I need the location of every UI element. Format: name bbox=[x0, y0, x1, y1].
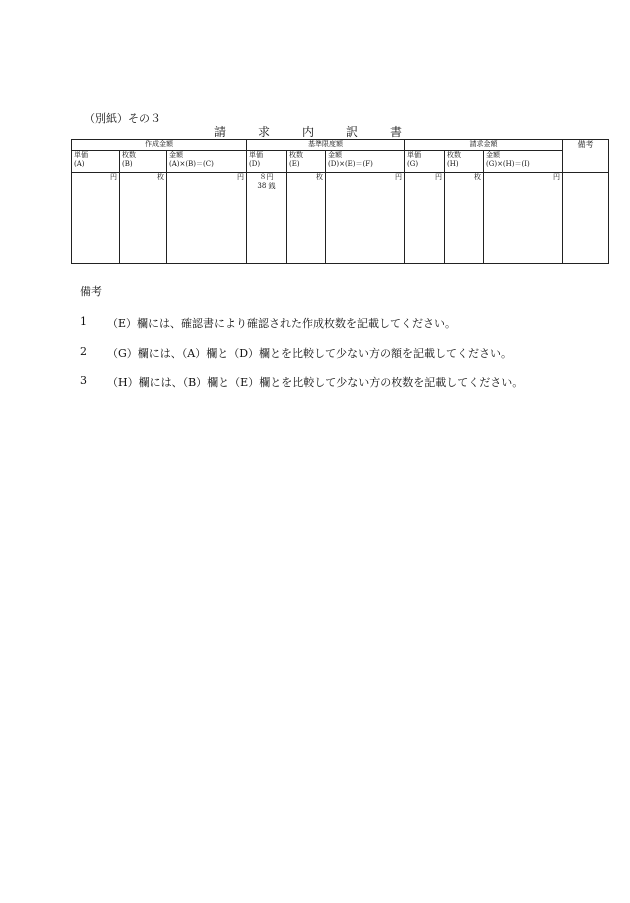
title-char: 書 bbox=[390, 125, 403, 139]
cell-g-unit-price[interactable]: 円 bbox=[405, 173, 445, 264]
remarks-header: 備考 bbox=[563, 140, 609, 173]
cell-f-amount[interactable]: 円 bbox=[326, 173, 405, 264]
cell-remarks[interactable] bbox=[563, 173, 609, 264]
note-text: （G）欄には、（A）欄と（D）欄とを比較して少ない方の額を記載してください。 bbox=[107, 347, 513, 360]
cell-d-unit-price bbox=[247, 173, 287, 264]
cell-b-sheet-count[interactable]: 枚 bbox=[120, 173, 167, 264]
group-header-row bbox=[72, 140, 609, 151]
column-header-c: 金額 (A)×(B)＝(C) bbox=[167, 151, 247, 173]
breakdown-table bbox=[71, 139, 609, 264]
document-title bbox=[214, 123, 434, 140]
column-header-f: 金額 (D)×(E)＝(F) bbox=[326, 151, 405, 173]
title-char: 内 bbox=[302, 125, 315, 139]
note-number: 3 bbox=[80, 374, 87, 387]
group-header-standard-limit: 基準限度額 bbox=[247, 140, 405, 151]
cell-d-sen: 38 銭 bbox=[257, 182, 276, 190]
column-header-h: 枚数 (H) bbox=[445, 151, 484, 173]
title-char: 訳 bbox=[346, 125, 359, 139]
column-header-i: 金額 (G)×(H)＝(I) bbox=[484, 151, 563, 173]
cell-h-sheet-count[interactable]: 枚 bbox=[445, 173, 484, 264]
annex-label: （別紙）その３ bbox=[84, 112, 161, 125]
group-header-claim-amount: 請求金額 bbox=[405, 140, 563, 151]
column-header-d: 単価 (D) bbox=[247, 151, 287, 173]
cell-e-sheet-count[interactable]: 枚 bbox=[287, 173, 326, 264]
column-header-e: 枚数 (E) bbox=[287, 151, 326, 173]
column-header-b: 枚数 (B) bbox=[120, 151, 167, 173]
notes-heading: 備考 bbox=[80, 285, 102, 298]
group-header-created-amount: 作成金額 bbox=[72, 140, 247, 151]
note-item bbox=[80, 374, 523, 390]
note-number: 1 bbox=[80, 315, 87, 328]
column-header-a: 単価 (A) bbox=[72, 151, 120, 173]
note-text: （H）欄には、（B）欄と（E）欄とを比較して少ない方の枚数を記載してください。 bbox=[107, 376, 524, 389]
cell-d-yen: ８円 bbox=[259, 173, 274, 181]
column-header-row bbox=[72, 151, 609, 173]
cell-c-amount[interactable]: 円 bbox=[167, 173, 247, 264]
note-text: （E）欄には、確認書により確認された作成枚数を記載してください。 bbox=[107, 317, 457, 330]
column-header-g: 単価 (G) bbox=[405, 151, 445, 173]
note-item bbox=[80, 345, 512, 361]
title-char: 請 bbox=[214, 125, 227, 139]
note-item bbox=[80, 315, 456, 331]
note-number: 2 bbox=[80, 345, 87, 358]
cell-i-amount[interactable]: 円 bbox=[484, 173, 563, 264]
cell-a-unit-price[interactable]: 円 bbox=[72, 173, 120, 264]
entry-row bbox=[72, 173, 609, 264]
title-char: 求 bbox=[258, 125, 271, 139]
